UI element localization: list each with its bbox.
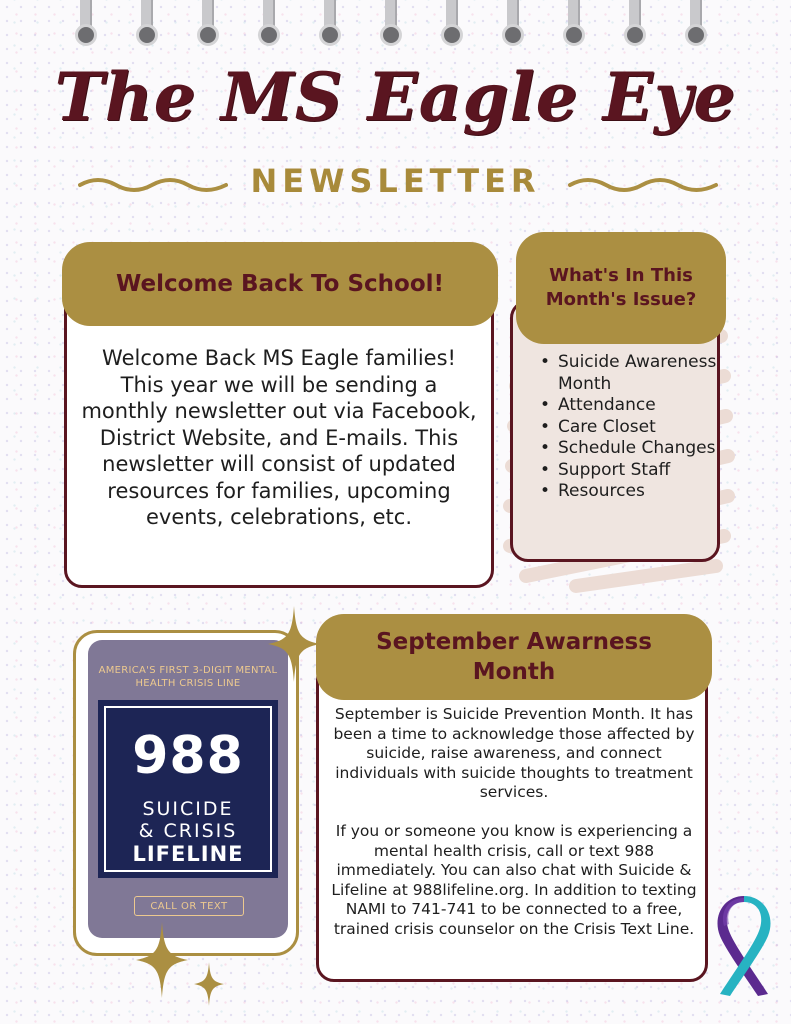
poster-line-suicide: SUICIDE <box>142 798 234 820</box>
issue-heading <box>516 232 726 344</box>
newsletter-title: The MS Eagle Eye <box>54 58 737 136</box>
september-paragraph-1: September is Suicide Prevention Month. It has been a time to acknowledge those affected by suicide, raise awareness, and connect individuals with suicide thoughts to treatment services. <box>333 705 695 801</box>
right-squiggle-decoration <box>568 173 718 197</box>
poster-line-crisis: & CRISIS <box>138 820 238 842</box>
poster-line-lifeline: LIFELINE <box>132 842 244 866</box>
list-item: • Resources <box>538 481 718 503</box>
september-heading-line1: September Awarness <box>376 629 652 655</box>
newsletter-subtitle: NEWSLETTER <box>250 162 541 200</box>
issue-heading-line2: Month's Issue? <box>545 289 697 310</box>
poster-logo-border <box>104 706 272 872</box>
september-body <box>324 705 704 939</box>
awareness-ribbon-icon <box>710 896 778 998</box>
welcome-heading: Welcome Back To School! <box>62 242 498 326</box>
list-item: • Schedule Changes <box>538 438 718 460</box>
spiral-binding <box>0 0 791 50</box>
poster-tagline <box>88 664 288 690</box>
poster-number: 988 <box>132 726 244 786</box>
sparkle-icon <box>136 922 188 998</box>
sparkle-icon <box>194 962 224 1006</box>
lifeline-poster <box>88 640 288 938</box>
poster-tagline-line1: AMERICA'S FIRST 3-DIGIT MENTAL <box>98 665 278 676</box>
welcome-body: Welcome Back MS Eagle families! This year we will be sending a monthly newsletter out via Facebook, District Website, and E-mails. This newsletter will consist of updated resources for families, upcoming events, celebrations, etc. <box>81 346 477 529</box>
issue-heading-line1: What's In This <box>549 265 693 286</box>
poster-logo-panel <box>98 700 278 878</box>
list-item: • Suicide Awareness Month <box>538 352 718 395</box>
call-or-text-label: CALL OR TEXT <box>134 896 244 916</box>
issue-list <box>538 352 718 503</box>
list-item: • Attendance <box>538 395 718 417</box>
sparkle-icon <box>268 606 320 682</box>
poster-tagline-line2: HEALTH CRISIS LINE <box>135 678 241 689</box>
list-item: • Care Closet <box>538 417 718 439</box>
list-item: • Support Staff <box>538 460 718 482</box>
september-heading-line2: Month <box>472 659 556 685</box>
september-paragraph-2: If you or someone you know is experiencing a mental health crisis, call or text 988 immediately. You can also chat with Suicide & Lifeline at 988lifeline.org. In addition to texting NAMI to 741-741 to be connected to a free, trained crisis counselor on the Crisis Text Line. <box>331 822 697 938</box>
september-heading <box>316 614 712 700</box>
